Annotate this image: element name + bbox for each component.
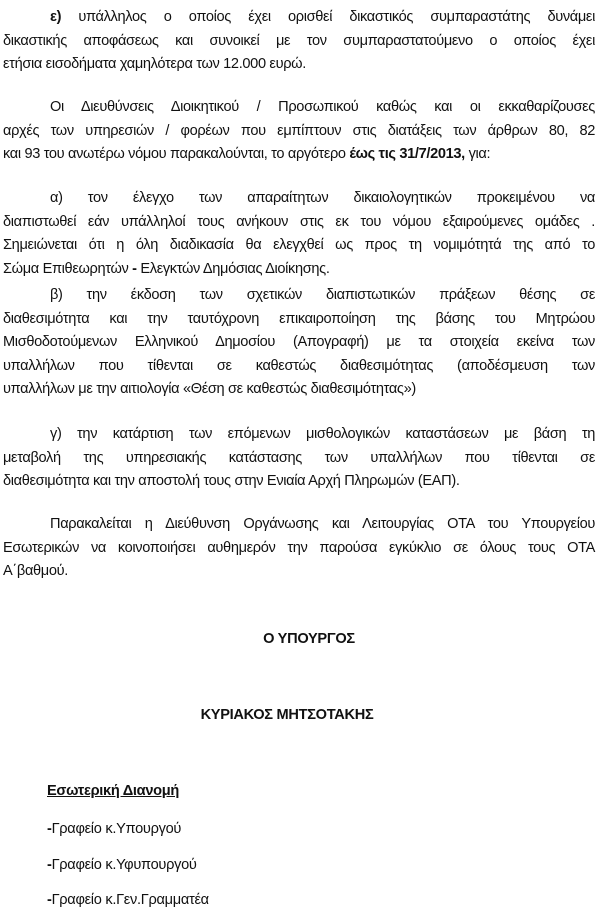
paragraph-b: β) την έκδοση των σχετικών διαπιστωτικών πράξεων θέσης σε διαθεσιμότητα και την ταυτόχρονη επικαιροποίηση της βάσης του Μητρώου Μισθοδοτούμενων Ελληνικού Δημοσίου (Απογραφή) με τα στοιχεία εκείνα των υπαλλήλων που τίθενται σε καθεστώς διαθεσιμότητας (αποδέσμευση των υπαλλήλων με την αιτιολογία «Θέση σε καθεστώς διαθεσιμότητας») xyxy=(3,287,595,398)
deadline: έως τις 31/7/2013, xyxy=(349,146,465,163)
paragraph-e: ε) υπάλληλος ο οποίος έχει ορισθεί δικαστικός συμπαραστάτης δυνάμει δικαστικής αποφάσεως και συνοικεί με τον συμπαραστατούμενο ο οποίος έχει ετήσια εισοδήματα χαμηλότερα των 12.000 ευρώ. xyxy=(3,9,595,73)
distribution-item: -Γραφείο κ.Υφυπουργού xyxy=(47,857,197,873)
paragraph-a: α) τον έλεγχο των απαραίτητων δικαιολογητικών προκειμένου να διαπιστωθεί εάν υπάλληλοί τους ανήκουν στις εκ του νόμου εξαιρούμενες ομάδες . Σημειώνεται ότι η όλη διαδικασία θα ελεγχθεί ως προς τη νομιμότητά της από το Σώμα Επιθεωρητών - Ελεγκτών Δημόσιας Διοίκησης. xyxy=(3,190,595,277)
paragraph-directorates: Οι Διευθύνσεις Διοικητικού / Προσωπικού καθώς και οι εκκαθαρίζουσες αρχές των υπηρεσιών / φορέων που εμπίπτουν στις διατάξεις των άρθρων 80, 82 και 93 του ανωτέρω νόμου παρακαλούνται, το αργότερο έως τις 31/7/2013, για: xyxy=(3,99,595,163)
signature-name: ΚΥΡΙΑΚΟΣ ΜΗΤΣΟΤΑΚΗΣ xyxy=(200,707,374,723)
paragraph-c: γ) την κατάρτιση των επόμενων μισθολογικών καταστάσεων με βάση τη μεταβολή της υπηρεσιακής κατάστασης των υπαλλήλων που τίθενται σε διαθεσιμότητα και την αποστολή τους στην Ενιαία Αρχή Πληρωμών (ΕΑΠ). xyxy=(3,426,595,490)
item-label: ε) xyxy=(50,9,62,25)
signature-title: Ο ΥΠΟΥΡΓΟΣ xyxy=(263,631,355,647)
distribution-item: -Γραφείο κ.Υπουργού xyxy=(47,821,182,837)
paragraph-request: Παρακαλείται η Διεύθυνση Οργάνωσης και Λειτουργίας ΟΤΑ του Υπουργείου Εσωτερικών να κοινοποιήσει αυθημερόν την παρούσα εγκύκλιο σε όλους τους ΟΤΑ Α΄βαθμού. xyxy=(3,516,595,580)
distribution-heading: Εσωτερική Διανομή xyxy=(47,783,180,799)
distribution-item: -Γραφείο κ.Γεν.Γραμματέα xyxy=(47,892,209,908)
